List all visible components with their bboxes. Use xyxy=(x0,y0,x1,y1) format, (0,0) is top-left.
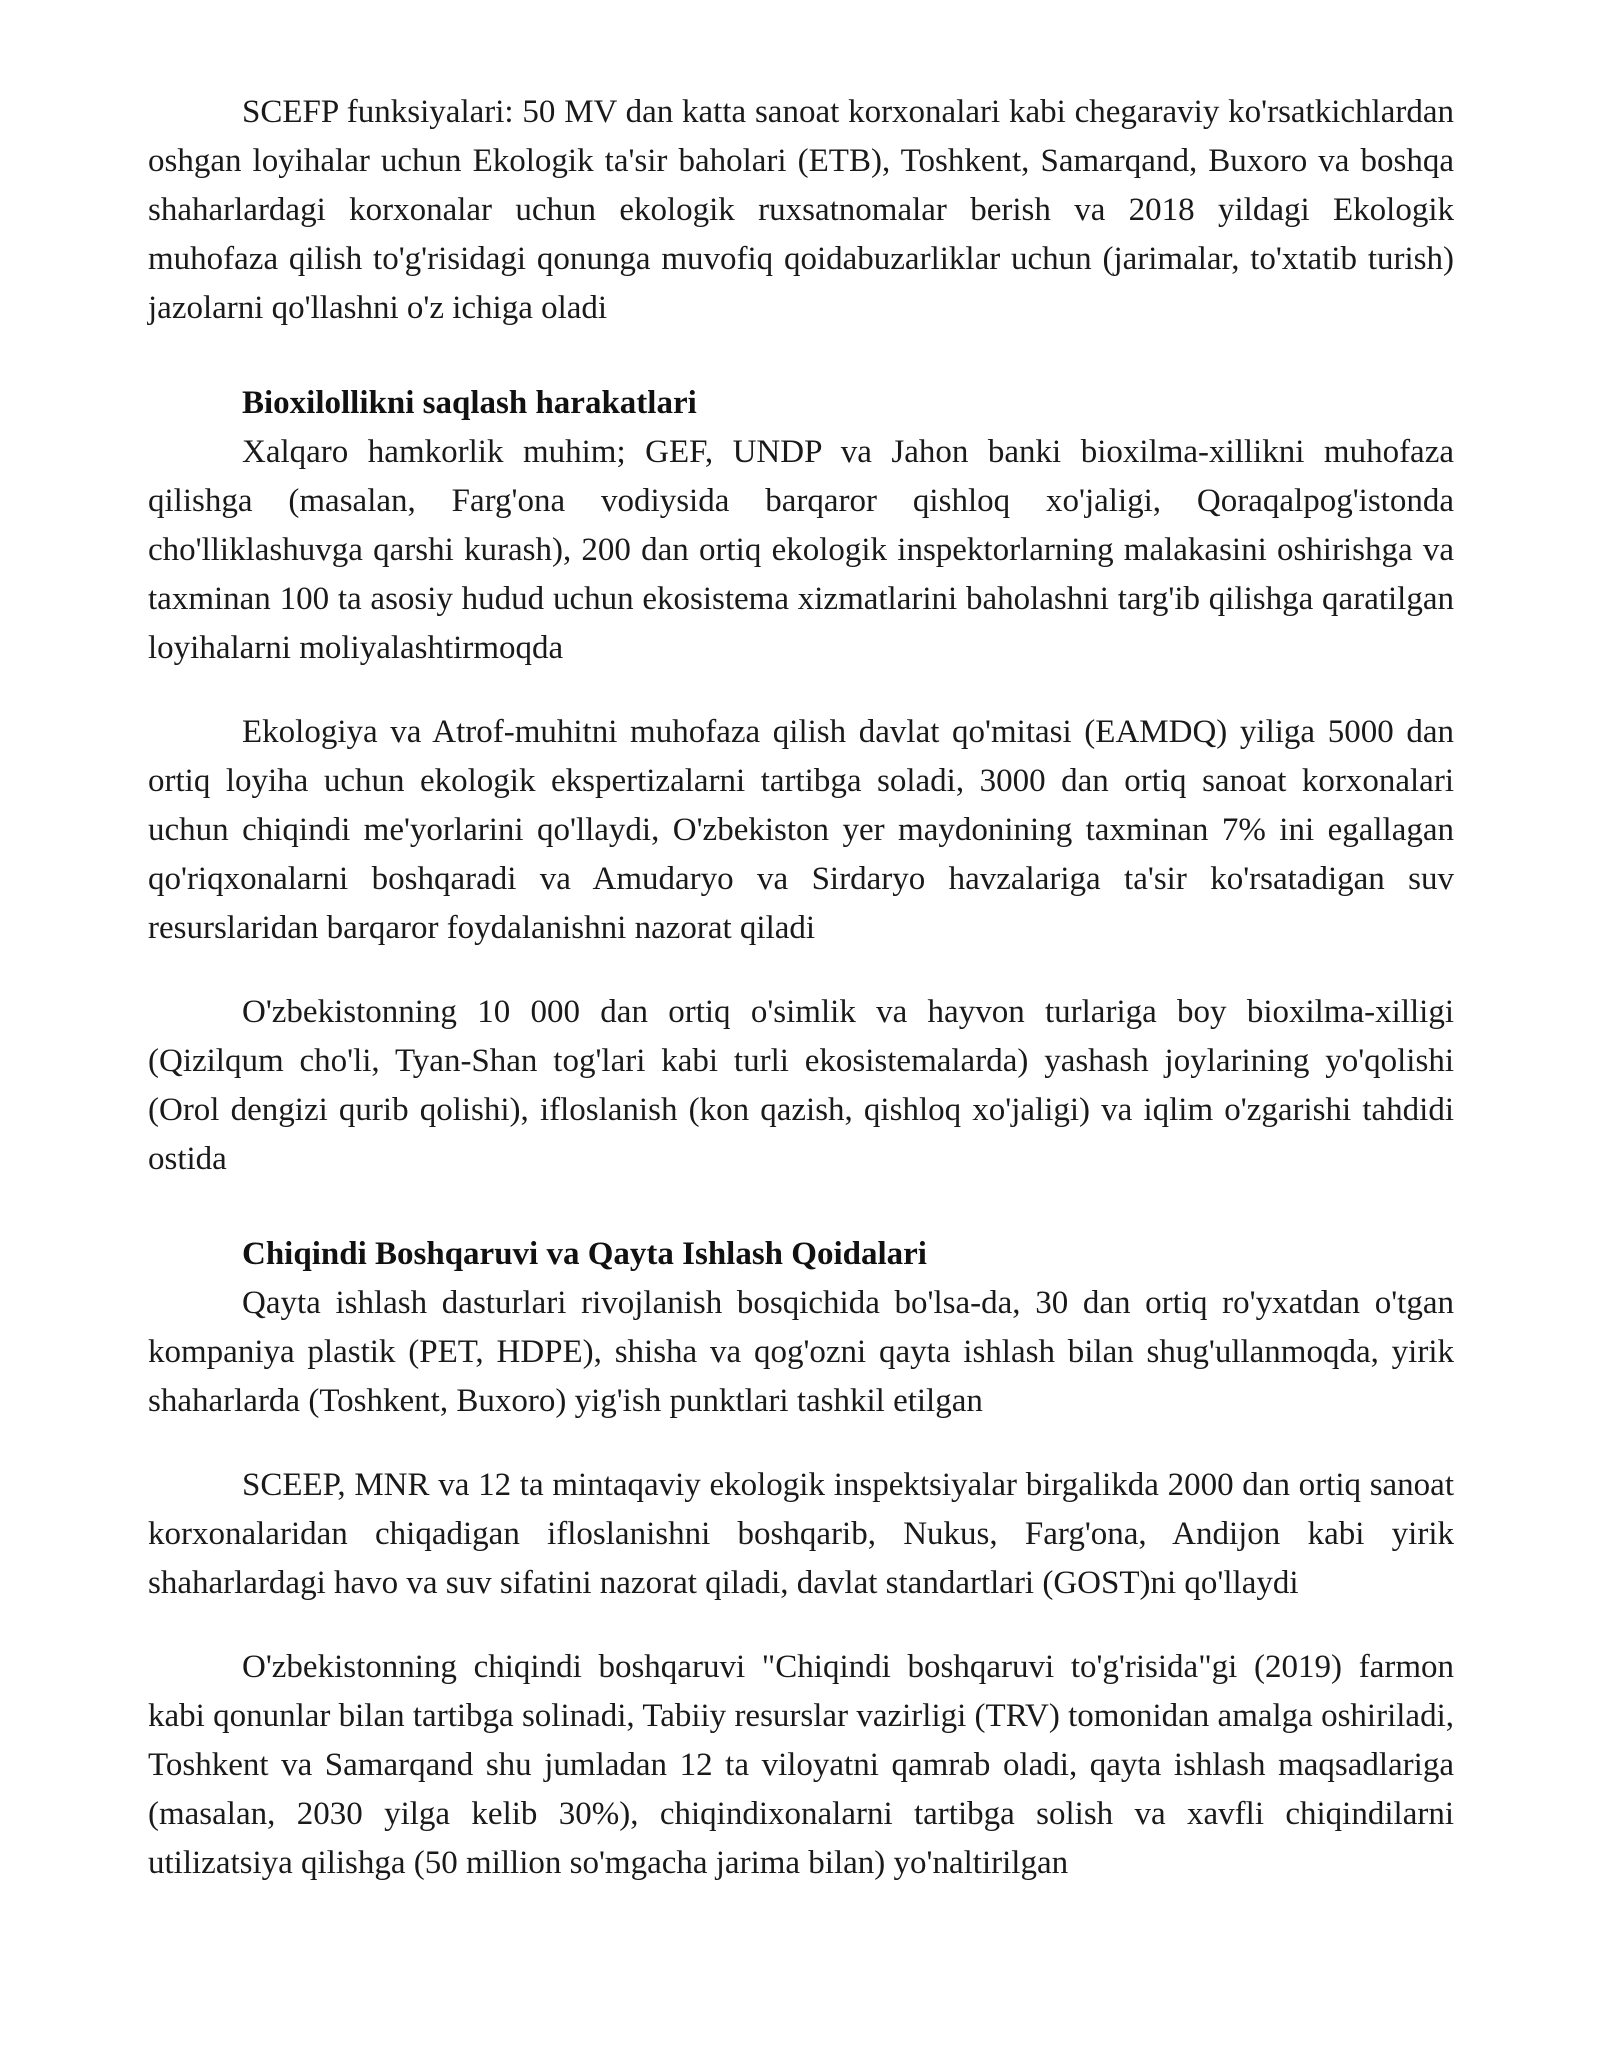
paragraph-eamdq-committee: Ekologiya va Atrof-muhitni muhofaza qilish davlat qo'mitasi (EAMDQ) yiliga 5000 dan ortiq loyiha uchun ekologik ekspertizalarni tartibga soladi, 3000 dan ortiq sanoat korxonalari uchun chiqindi me'yorlarini qo'llaydi, O'zbekiston yer maydonining taxminan 7% ini egallagan qo'riqxonalarni boshqaradi va Amudaryo va Sirdaryo havzalariga ta'sir ko'rsatadigan suv resurslaridan barqaror foydalanishni nazorat qiladi xyxy=(148,714,1454,946)
heading-waste-management: Chiqindi Boshqaruvi va Qayta Ishlash Qoidalari xyxy=(242,1236,927,1272)
paragraph-recycling-programs: Qayta ishlash dasturlari rivojlanish bosqichida bo'lsa-da, 30 dan ortiq ro'yxatdan o'tgan kompaniya plastik (PET, HDPE), shisha va qog'ozni qayta ishlash bilan shug'ullanmoqda, yirik shaharlarda (Toshkent, Buxoro) yig'ish punktlari tashkil etilgan xyxy=(148,1285,1454,1419)
document-page xyxy=(148,88,1454,1888)
heading-biodiversity-conservation: Bioxilollikni saqlash harakatlari xyxy=(242,385,697,421)
paragraph-waste-law: O'zbekistonning chiqindi boshqaruvi "Chiqindi boshqaruvi to'g'risida"gi (2019) farmon kabi qonunlar bilan tartibga solinadi, Tabiiy resurslar vazirligi (TRV) tomonidan amalga oshiriladi, Toshkent va Samarqand shu jumladan 12 ta viloyatni qamrab oladi, qayta ishlash maqsadlariga (masalan, 2030 yilga kelib 30%), chiqindixonalarni tartibga solish va xavfli chiqindilarni utilizatsiya qilishga (50 million so'mgacha jarima bilan) yo'naltirilgan xyxy=(148,1649,1454,1881)
paragraph-scefp-functions: SCEFP funksiyalari: 50 MV dan katta sanoat korxonalari kabi chegaraviy ko'rsatkichlardan oshgan loyihalar uchun Ekologik ta'sir baholari (ETB), Toshkent, Samarqand, Buxoro va boshqa shaharlardagi korxonalar uchun ekologik ruxsatnomalar berish va 2018 yildagi Ekologik muhofaza qilish to'g'risidagi qonunga muvofiq qoidabuzarliklar uchun (jarimalar, to'xtatib turish) jazolarni qo'llashni o'z ichiga oladi xyxy=(148,94,1454,326)
paragraph-biodiversity-threats: O'zbekistonning 10 000 dan ortiq o'simlik va hayvon turlariga boy bioxilma-xilligi (Qizilqum cho'li, Tyan-Shan tog'lari kabi turli ekosistemalarda) yashash joylarining yo'qolishi (Orol dengizi qurib qolishi), ifloslanish (kon qazish, qishloq xo'jaligi) va iqlim o'zgarishi tahdidi ostida xyxy=(148,994,1454,1177)
paragraph-sceep-inspections: SCEEP, MNR va 12 ta mintaqaviy ekologik inspektsiyalar birgalikda 2000 dan ortiq sanoat korxonalaridan chiqadigan ifloslanishni boshqarib, Nukus, Farg'ona, Andijon kabi yirik shaharlardagi havo va suv sifatini nazorat qiladi, davlat standartlari (GOST)ni qo'llaydi xyxy=(148,1467,1454,1601)
paragraph-international-cooperation: Xalqaro hamkorlik muhim; GEF, UNDP va Jahon banki bioxilma-xillikni muhofaza qilishga (masalan, Farg'ona vodiysida barqaror qishloq xo'jaligi, Qoraqalpog'istonda cho'lliklashuvga qarshi kurash), 200 dan ortiq ekologik inspektorlarning malakasini oshirishga va taxminan 100 ta asosiy hudud uchun ekosistema xizmatlarini baholashni targ'ib qilishga qaratilgan loyihalarni moliyalashtirmoqda xyxy=(148,434,1454,666)
